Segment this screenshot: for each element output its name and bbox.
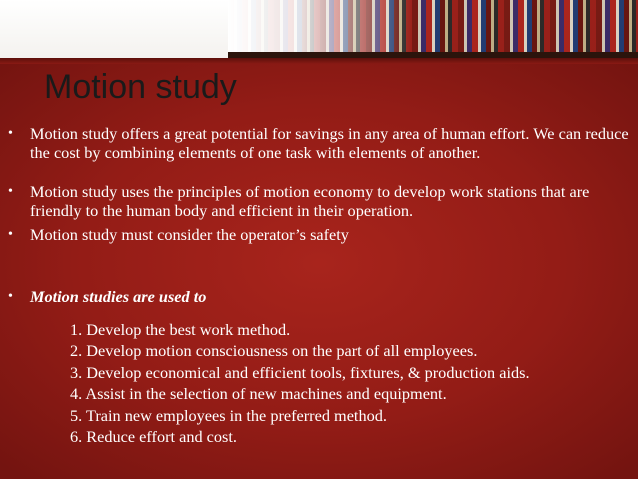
step-item: 3. Develop economical and efficient tools, fixtures, & production aids.: [70, 362, 530, 382]
bullet-item: [8, 287, 630, 306]
bullet-item: [8, 225, 630, 244]
slide-title: Motion study: [44, 68, 237, 106]
header-band: [0, 58, 638, 64]
steps-list: [70, 319, 530, 447]
step-item: 6. Reduce effort and cost.: [70, 427, 237, 447]
bullet-item: [8, 124, 630, 162]
bullet-text: Motion study offers a great potential for savings in any area of human effort. We can reduce the cost by combining elements of one task with elements of another.: [30, 124, 629, 162]
bullet-text: Motion study uses the principles of motion economy to develop work stations that are friendly to the human body and efficient in their operation.: [30, 182, 590, 220]
bullet-item: [8, 182, 630, 220]
bullet-dot-icon: •: [8, 126, 13, 141]
bullet-text: Motion study must consider the operator’s safety: [30, 225, 349, 244]
header-strip: [0, 0, 638, 58]
bullet-dot-icon: •: [8, 289, 13, 304]
bullet-text: Motion studies are used to: [30, 287, 207, 306]
step-item: 5. Train new employees in the preferred method.: [70, 405, 387, 425]
step-item: 1. Develop the best work method.: [70, 320, 291, 339]
bullet-dot-icon: •: [8, 227, 13, 242]
step-item: 2. Develop motion consciousness on the part of all employees.: [70, 341, 478, 361]
step-item: 4. Assist in the selection of new machines and equipment.: [70, 384, 447, 404]
bookshelf-image: [228, 0, 638, 58]
bullet-dot-icon: •: [8, 184, 13, 199]
